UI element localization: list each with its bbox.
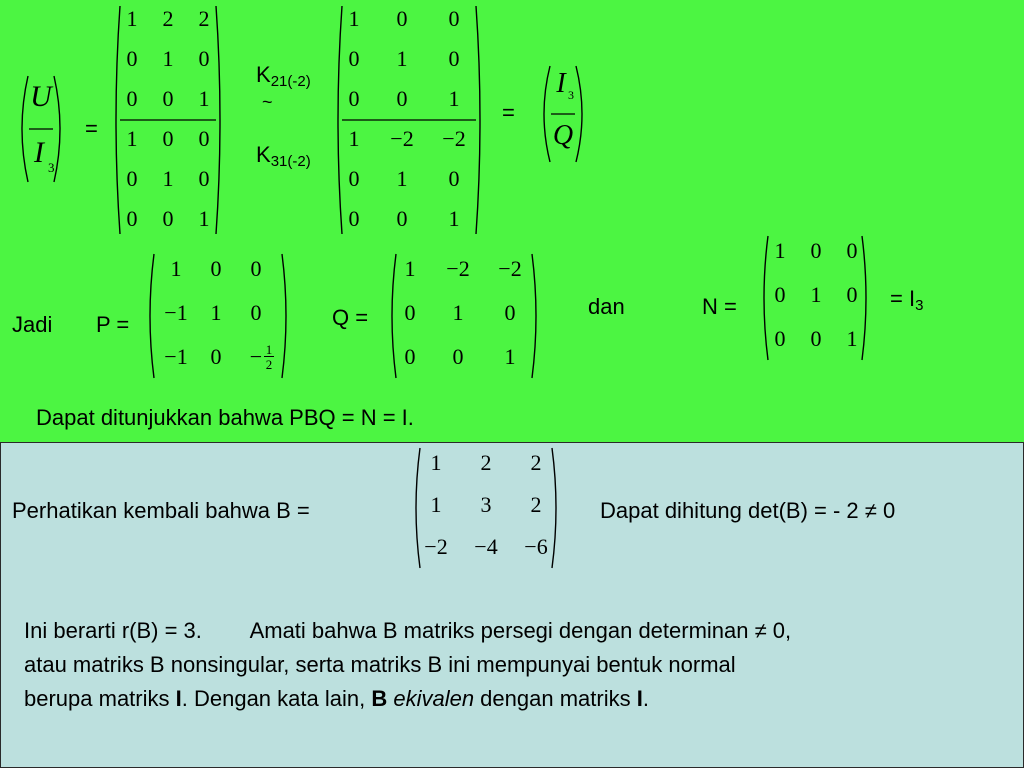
matrix-cell: 1 [126, 126, 138, 151]
matrix-cell: 2 [530, 492, 542, 517]
matrix-cell: 0 [396, 206, 408, 231]
lhs-top: U [30, 80, 52, 113]
b-label: Perhatikan kembali bahwa B = [12, 498, 310, 523]
matrix-cell: 0 [162, 126, 174, 151]
matrix-cell: 1 [396, 166, 408, 191]
equals-1: = [85, 116, 98, 141]
matrix-cell: 0 [774, 326, 786, 351]
n-result [890, 286, 923, 314]
matrix-cell: 1 [504, 344, 516, 369]
matrix-cell: 0 [846, 238, 858, 263]
matrix-cell: 0 [210, 256, 222, 281]
p3-a: berupa matriks [24, 686, 176, 711]
matrix-cell: 1 [210, 300, 222, 325]
n-result-sub: 3 [915, 297, 924, 314]
matrix-cell: 3 [480, 492, 492, 517]
p3-h: . [642, 686, 649, 711]
matrix-cell: 0 [348, 46, 360, 71]
matrix-cell: 0 [198, 166, 210, 191]
p-label: P = [96, 312, 130, 337]
matrix-cell: 1 [348, 126, 360, 151]
jadi-label: Jadi [12, 312, 53, 337]
matrix-cell: 0 [250, 256, 262, 281]
matrix-cell: 0 [198, 46, 210, 71]
para-line-1: Ini berarti r(B) = 3. Amati bahwa B matriks persegi dengan determinan ≠ 0, [24, 618, 792, 643]
matrix-cell: 1 [846, 326, 858, 351]
matrix-cell: −4 [474, 534, 498, 559]
b-matrix [412, 446, 560, 570]
matrix-cell: 0 [504, 300, 516, 325]
para-line-2: atau matriks B nonsingular, serta matriks B ini mempunyai bentuk normal [24, 652, 736, 677]
equals-2: = [502, 100, 515, 125]
matrix-cell: 0 [404, 300, 416, 325]
matrix-cell: −2 [498, 256, 522, 281]
matrix-cell: 0 [162, 86, 174, 111]
matrix-cell: 2 [162, 6, 174, 31]
det-text: Dapat dihitung det(B) = - 2 ≠ 0 [600, 498, 896, 523]
op1-sub: 21(-2) [270, 73, 311, 90]
matrix-cell: 1 [430, 492, 442, 517]
dan-label: dan [588, 294, 625, 319]
matrix-cell: 1 [452, 300, 464, 325]
p-frac-den: 2 [265, 357, 273, 372]
matrix-cell: 0 [126, 46, 138, 71]
n-result-text: = I [890, 286, 916, 311]
matrix-cell: 1 [810, 282, 822, 307]
matrix-cell: 0 [452, 344, 464, 369]
p-frac-num: 1 [265, 342, 273, 357]
matrix-cell: 0 [348, 86, 360, 111]
matrix-cell: −1 [164, 344, 188, 369]
matrix-cell: − [249, 344, 263, 369]
matrix-cell: 0 [448, 6, 460, 31]
matrix-cell: 1 [774, 238, 786, 263]
matrix-cell: 0 [162, 206, 174, 231]
para-line-3 [24, 682, 1014, 716]
matrix-cell: 1 [448, 86, 460, 111]
matrix-cell: 0 [126, 166, 138, 191]
matrix-cell: 0 [348, 206, 360, 231]
matrix-b [334, 2, 484, 238]
matrix-a [112, 2, 224, 238]
matrix-cell: 0 [126, 206, 138, 231]
matrix-cell: 0 [250, 300, 262, 325]
matrix-cell: 0 [448, 46, 460, 71]
matrix-cell: −2 [424, 534, 448, 559]
matrix-cell: 1 [170, 256, 182, 281]
matrix-cell: 0 [210, 344, 222, 369]
matrix-cell: 1 [396, 46, 408, 71]
rhs-top-sub: 3 [568, 88, 574, 102]
matrix-cell: 0 [846, 282, 858, 307]
matrix-cell: 0 [810, 238, 822, 263]
matrix-cell: −2 [446, 256, 470, 281]
matrix-cell: 0 [396, 86, 408, 111]
p3-b: I [175, 686, 182, 711]
lhs-bottom: I [34, 136, 44, 169]
tilde: ~ [262, 92, 273, 112]
matrix-cell: −2 [390, 126, 414, 151]
p3-c: . Dengan kata lain, [181, 686, 372, 711]
p-matrix [146, 252, 290, 380]
matrix-cell: 1 [198, 206, 210, 231]
matrix-cell: 1 [162, 46, 174, 71]
matrix-cell: 0 [198, 126, 210, 151]
conclusion-paragraph [24, 614, 1014, 716]
n-label: N = [702, 294, 737, 319]
matrix-cell: 0 [126, 86, 138, 111]
matrix-a-brackets [112, 2, 224, 238]
matrix-cell: 1 [348, 6, 360, 31]
p3-g: I [636, 686, 643, 711]
matrix-cell: 1 [162, 166, 174, 191]
rhs-bottom: Q [552, 120, 574, 151]
rhs-vector [540, 64, 586, 164]
matrix-cell: 2 [480, 450, 492, 475]
p3-d: B [371, 686, 388, 711]
matrix-cell: 2 [198, 6, 210, 31]
matrix-cell: 0 [348, 166, 360, 191]
matrix-cell: 1 [198, 86, 210, 111]
matrix-cell: 0 [396, 6, 408, 31]
n-matrix [760, 234, 870, 362]
matrix-cell: −1 [164, 300, 188, 325]
matrix-cell: 1 [404, 256, 416, 281]
op2-sub: 31(-2) [270, 153, 311, 170]
lhs-bottom-sub: 3 [48, 160, 55, 175]
matrix-cell: 0 [774, 282, 786, 307]
lhs-vector [18, 74, 64, 184]
matrix-b-brackets [334, 2, 484, 238]
rhs-top: I [556, 68, 566, 99]
matrix-cell: 0 [404, 344, 416, 369]
matrix-cell: 1 [126, 6, 138, 31]
op2-label [256, 142, 311, 170]
matrix-cell: 2 [530, 450, 542, 475]
op2-letter: K [256, 142, 271, 167]
p3-f: dengan matriks [474, 686, 637, 711]
matrix-cell: 1 [430, 450, 442, 475]
p3-e: ekivalen [393, 686, 475, 711]
op1-label [256, 62, 311, 90]
matrix-cell: 1 [448, 206, 460, 231]
q-matrix [388, 252, 540, 380]
matrix-cell: 0 [448, 166, 460, 191]
matrix-cell: −2 [442, 126, 466, 151]
op1-letter: K [256, 62, 271, 87]
q-label: Q = [332, 305, 369, 330]
matrix-cell: −6 [524, 534, 548, 559]
matrix-cell: 0 [810, 326, 822, 351]
statement: Dapat ditunjukkan bahwa PBQ = N = I. [36, 405, 414, 430]
